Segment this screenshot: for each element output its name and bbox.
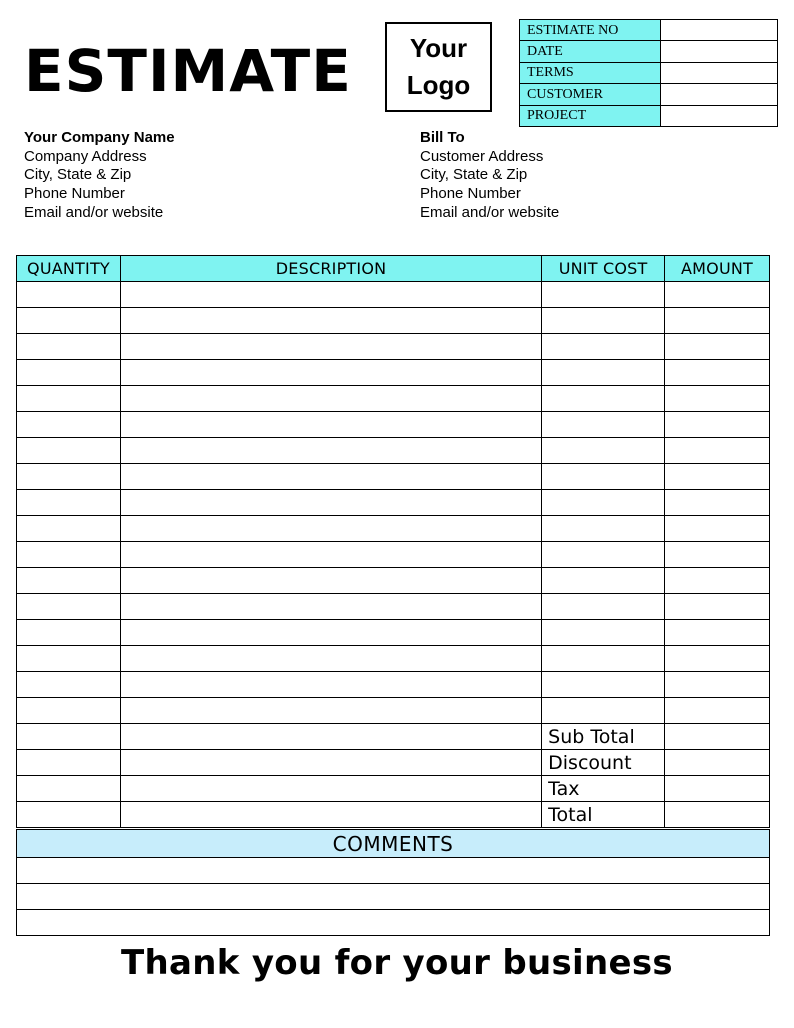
company-address: Company Address — [24, 147, 147, 165]
cell-description[interactable] — [120, 464, 541, 490]
cell-quantity[interactable] — [17, 386, 121, 412]
comments-table — [16, 829, 770, 936]
bill-to-info — [420, 129, 559, 223]
table-row — [17, 334, 770, 360]
cell-description[interactable] — [120, 802, 541, 828]
cell-amount[interactable] — [665, 594, 770, 620]
column-header-amount: AMOUNT — [665, 256, 770, 282]
company-phone: Phone Number — [24, 185, 125, 203]
bill-to-heading: Bill To — [420, 129, 465, 146]
cell-unit-cost[interactable] — [542, 594, 665, 620]
summary-value[interactable] — [665, 802, 770, 828]
logo-placeholder — [385, 22, 492, 112]
table-row — [17, 620, 770, 646]
company-info — [24, 129, 175, 223]
comments-heading: COMMENTS — [17, 830, 770, 858]
cell-unit-cost[interactable] — [542, 620, 665, 646]
cell-amount[interactable] — [665, 490, 770, 516]
cell-description[interactable] — [120, 594, 541, 620]
estimate-meta-table — [519, 19, 778, 127]
cell-unit-cost[interactable] — [542, 386, 665, 412]
cell-quantity[interactable] — [17, 308, 121, 334]
meta-label-terms: TERMS — [520, 62, 661, 83]
table-row — [17, 698, 770, 724]
cell-unit-cost[interactable] — [542, 542, 665, 568]
table-row — [17, 438, 770, 464]
summary-value[interactable] — [665, 750, 770, 776]
cell-amount[interactable] — [665, 360, 770, 386]
cell-unit-cost[interactable] — [542, 282, 665, 308]
summary-row — [17, 750, 770, 776]
cell-description[interactable] — [120, 776, 541, 802]
cell-description[interactable] — [120, 698, 541, 724]
meta-value-date[interactable] — [661, 41, 778, 62]
comments-header-row — [17, 830, 770, 858]
cell-description[interactable] — [120, 620, 541, 646]
thank-you-message: Thank you for your business — [121, 943, 673, 983]
cell-quantity[interactable] — [17, 776, 121, 802]
cell-amount[interactable] — [665, 308, 770, 334]
cell-description[interactable] — [120, 412, 541, 438]
cell-quantity[interactable] — [17, 542, 121, 568]
cell-quantity[interactable] — [17, 282, 121, 308]
summary-label: Total — [542, 802, 665, 828]
meta-label-project: PROJECT — [520, 105, 661, 126]
cell-amount[interactable] — [665, 412, 770, 438]
logo-text-line1: Your — [409, 33, 468, 63]
table-row — [17, 412, 770, 438]
cell-unit-cost[interactable] — [542, 412, 665, 438]
document-title: ESTIMATE — [24, 37, 352, 105]
line-items-table — [16, 255, 770, 828]
cell-description[interactable] — [120, 724, 541, 750]
table-row — [17, 360, 770, 386]
line-items-header-row — [17, 256, 770, 282]
cell-quantity[interactable] — [17, 594, 121, 620]
bill-to-city: City, State & Zip — [420, 166, 528, 184]
cell-amount[interactable] — [665, 672, 770, 698]
comment-line — [17, 884, 770, 910]
cell-quantity[interactable] — [17, 750, 121, 776]
meta-row-customer — [520, 84, 778, 105]
cell-description[interactable] — [120, 516, 541, 542]
cell-unit-cost[interactable] — [542, 672, 665, 698]
table-row — [17, 464, 770, 490]
cell-unit-cost[interactable] — [542, 438, 665, 464]
cell-quantity[interactable] — [17, 568, 121, 594]
summary-row — [17, 802, 770, 828]
company-city: City, State & Zip — [24, 166, 132, 184]
cell-unit-cost[interactable] — [542, 646, 665, 672]
cell-unit-cost[interactable] — [542, 516, 665, 542]
cell-unit-cost[interactable] — [542, 464, 665, 490]
comments-body — [17, 858, 770, 936]
column-header-description: DESCRIPTION — [120, 256, 541, 282]
meta-row-terms — [520, 62, 778, 83]
cell-amount[interactable] — [665, 620, 770, 646]
cell-quantity[interactable] — [17, 360, 121, 386]
cell-amount[interactable] — [665, 334, 770, 360]
meta-value-estimate-no[interactable] — [661, 20, 778, 41]
cell-amount[interactable] — [665, 542, 770, 568]
cell-unit-cost[interactable] — [542, 308, 665, 334]
table-row — [17, 308, 770, 334]
cell-unit-cost[interactable] — [542, 334, 665, 360]
cell-description[interactable] — [120, 334, 541, 360]
cell-quantity[interactable] — [17, 490, 121, 516]
cell-description[interactable] — [120, 750, 541, 776]
comment-input[interactable] — [17, 884, 770, 910]
table-row — [17, 282, 770, 308]
column-header-quantity: QUANTITY — [17, 256, 121, 282]
cell-unit-cost[interactable] — [542, 360, 665, 386]
line-items-body — [17, 282, 770, 828]
cell-description[interactable] — [120, 438, 541, 464]
meta-row-estimate-no — [520, 20, 778, 41]
comment-line — [17, 858, 770, 884]
cell-description[interactable] — [120, 386, 541, 412]
table-row — [17, 542, 770, 568]
cell-description[interactable] — [120, 542, 541, 568]
comment-line — [17, 910, 770, 936]
cell-unit-cost[interactable] — [542, 698, 665, 724]
company-name: Your Company Name — [24, 129, 175, 146]
cell-amount[interactable] — [665, 646, 770, 672]
cell-amount[interactable] — [665, 568, 770, 594]
summary-value[interactable] — [665, 776, 770, 802]
table-row — [17, 594, 770, 620]
meta-value-customer[interactable] — [661, 84, 778, 105]
cell-description[interactable] — [120, 360, 541, 386]
cell-description[interactable] — [120, 308, 541, 334]
cell-amount[interactable] — [665, 516, 770, 542]
table-row — [17, 646, 770, 672]
bill-to-email: Email and/or website — [420, 203, 560, 221]
cell-amount[interactable] — [665, 438, 770, 464]
cell-quantity[interactable] — [17, 438, 121, 464]
cell-quantity[interactable] — [17, 620, 121, 646]
table-row — [17, 568, 770, 594]
bill-to-phone: Phone Number — [420, 185, 521, 203]
summary-row — [17, 776, 770, 802]
cell-quantity[interactable] — [17, 698, 121, 724]
comment-input[interactable] — [17, 858, 770, 884]
cell-amount[interactable] — [665, 698, 770, 724]
logo-text-line2: Logo — [406, 70, 471, 100]
table-row — [17, 386, 770, 412]
meta-value-project[interactable] — [661, 105, 778, 126]
bill-to-address: Customer Address — [420, 147, 544, 165]
cell-unit-cost[interactable] — [542, 490, 665, 516]
cell-quantity[interactable] — [17, 672, 121, 698]
cell-quantity[interactable] — [17, 464, 121, 490]
summary-row — [17, 724, 770, 750]
table-row — [17, 490, 770, 516]
cell-quantity[interactable] — [17, 724, 121, 750]
summary-label: Tax — [542, 776, 665, 802]
meta-value-terms[interactable] — [661, 62, 778, 83]
company-email: Email and/or website — [24, 203, 164, 221]
summary-label: Discount — [542, 750, 665, 776]
meta-row-project — [520, 105, 778, 126]
summary-value[interactable] — [665, 724, 770, 750]
cell-quantity[interactable] — [17, 412, 121, 438]
table-row — [17, 516, 770, 542]
meta-label-date: DATE — [520, 41, 661, 62]
table-row — [17, 672, 770, 698]
meta-label-customer: CUSTOMER — [520, 84, 661, 105]
meta-row-date — [520, 41, 778, 62]
meta-label-estimate-no: ESTIMATE NO — [520, 20, 661, 41]
summary-label: Sub Total — [542, 724, 665, 750]
cell-description[interactable] — [120, 282, 541, 308]
cell-quantity[interactable] — [17, 334, 121, 360]
column-header-unit-cost: UNIT COST — [542, 256, 665, 282]
cell-quantity[interactable] — [17, 516, 121, 542]
cell-amount[interactable] — [665, 464, 770, 490]
cell-amount[interactable] — [665, 386, 770, 412]
cell-description[interactable] — [120, 646, 541, 672]
cell-quantity[interactable] — [17, 802, 121, 828]
comment-input[interactable] — [17, 910, 770, 936]
cell-amount[interactable] — [665, 282, 770, 308]
cell-description[interactable] — [120, 672, 541, 698]
cell-description[interactable] — [120, 568, 541, 594]
cell-unit-cost[interactable] — [542, 568, 665, 594]
cell-description[interactable] — [120, 490, 541, 516]
cell-quantity[interactable] — [17, 646, 121, 672]
